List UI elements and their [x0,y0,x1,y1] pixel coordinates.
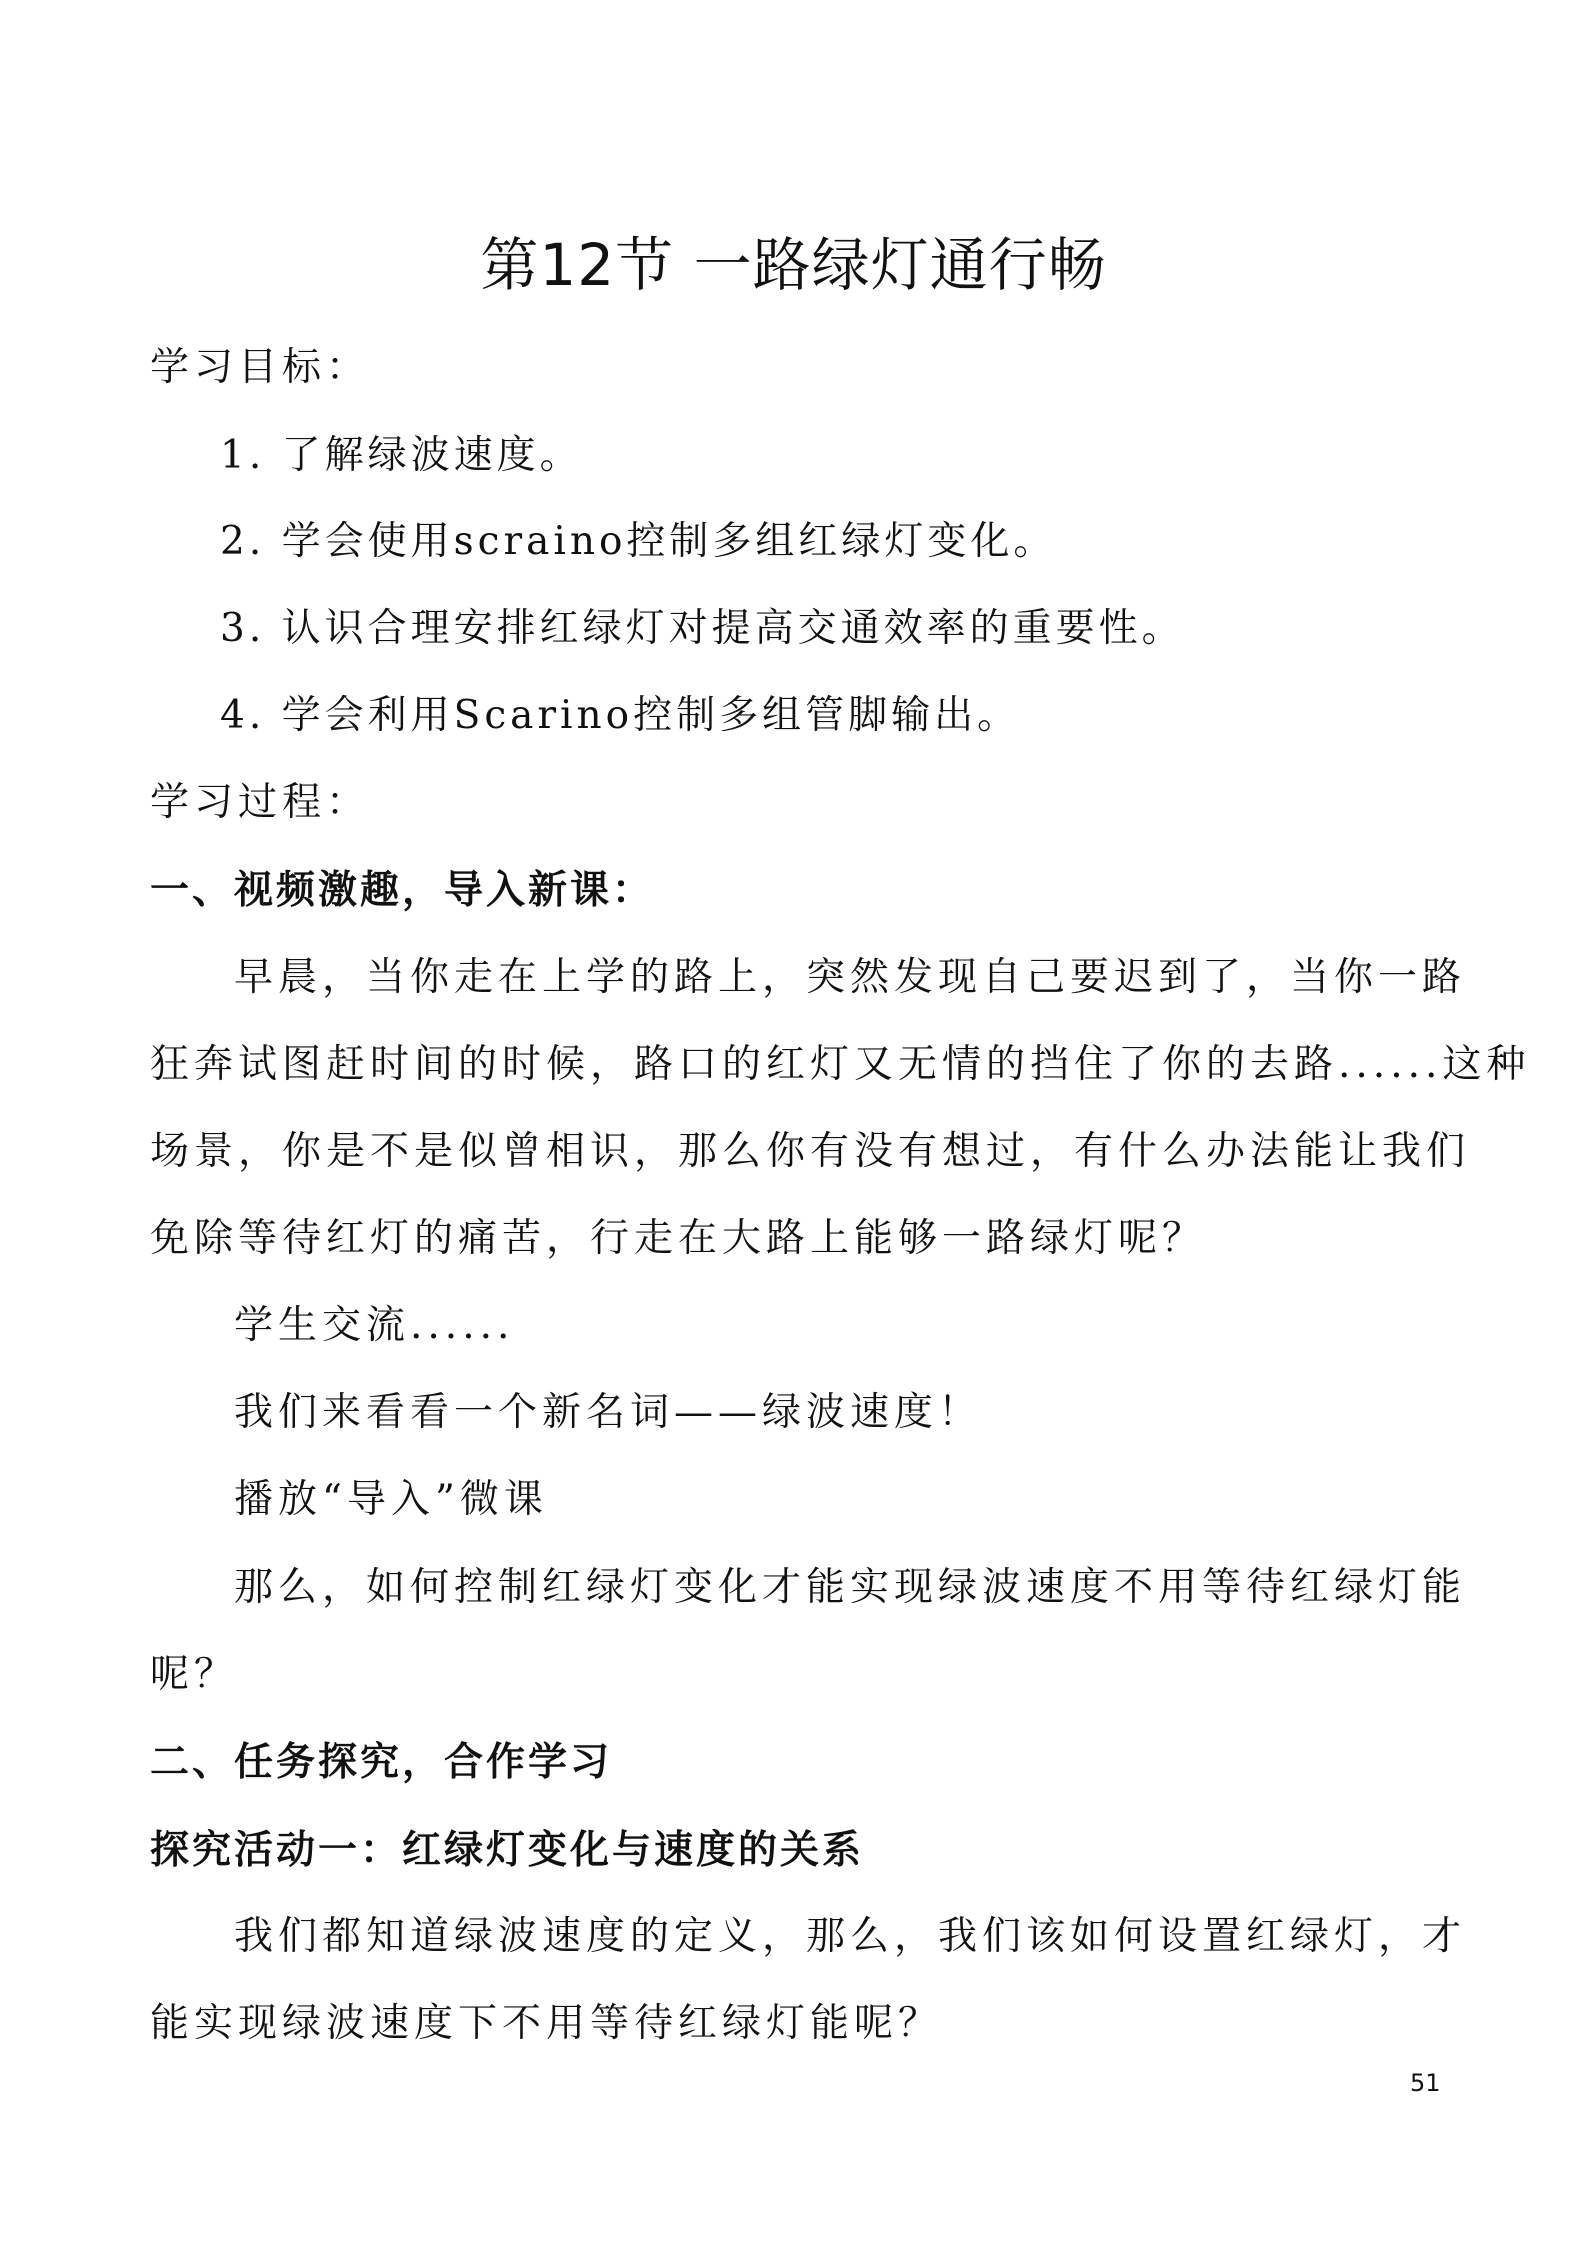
activity-paragraph-line-2: 能实现绿波速度下不用等待红绿灯能呢？ [150,2001,943,2046]
intro-paragraph-line-3: 场景，你是不是似曾相识，那么你有没有想过，有什么办法能让我们 [150,1129,1471,1174]
intro-paragraph-line-4: 免除等待红灯的痛苦，行走在大路上能够一路绿灯呢？ [150,1216,1207,1261]
part-one-heading: 一、视频激趣，导入新课： [150,867,655,913]
page-title: 第12节 一路绿灯通行畅 [480,231,1107,299]
page-number: 51 [1410,2069,1441,2097]
goal-item-1: 1. 了解绿波速度。 [220,433,583,478]
student-exchange-line: 学生交流...... [234,1303,515,1348]
part-two-heading: 二、任务探究，合作学习 [150,1739,613,1785]
intro-paragraph-line-1: 早晨，当你走在上学的路上，突然发现自己要迟到了，当你一路 [234,955,1467,1000]
activity-one-heading: 探究活动一：红绿灯变化与速度的关系 [150,1827,865,1873]
goal-item-2: 2. 学会使用scraino控制多组红绿灯变化。 [220,519,1057,564]
goal-item-3: 3. 认识合理安排红绿灯对提高交通效率的重要性。 [220,606,1185,651]
learning-goals-heading: 学习目标： [150,345,371,390]
activity-paragraph-line-1: 我们都知道绿波速度的定义，那么，我们该如何设置红绿灯，才 [234,1914,1467,1959]
question-paragraph-line-1: 那么，如何控制红绿灯变化才能实现绿波速度不用等待红绿灯能 [234,1565,1467,1610]
question-paragraph-line-2: 呢？ [150,1652,239,1697]
goal-item-4: 4. 学会利用Scarino控制多组管脚输出。 [220,693,1021,738]
intro-paragraph-line-2: 狂奔试图赶时间的时候，路口的红灯又无情的挡住了你的去路......这种 [150,1042,1531,1087]
learning-process-heading: 学习过程： [150,780,371,825]
play-video-line: 播放“导入”微课 [234,1477,548,1522]
new-term-line: 我们来看看一个新名词——绿波速度！ [234,1390,983,1435]
